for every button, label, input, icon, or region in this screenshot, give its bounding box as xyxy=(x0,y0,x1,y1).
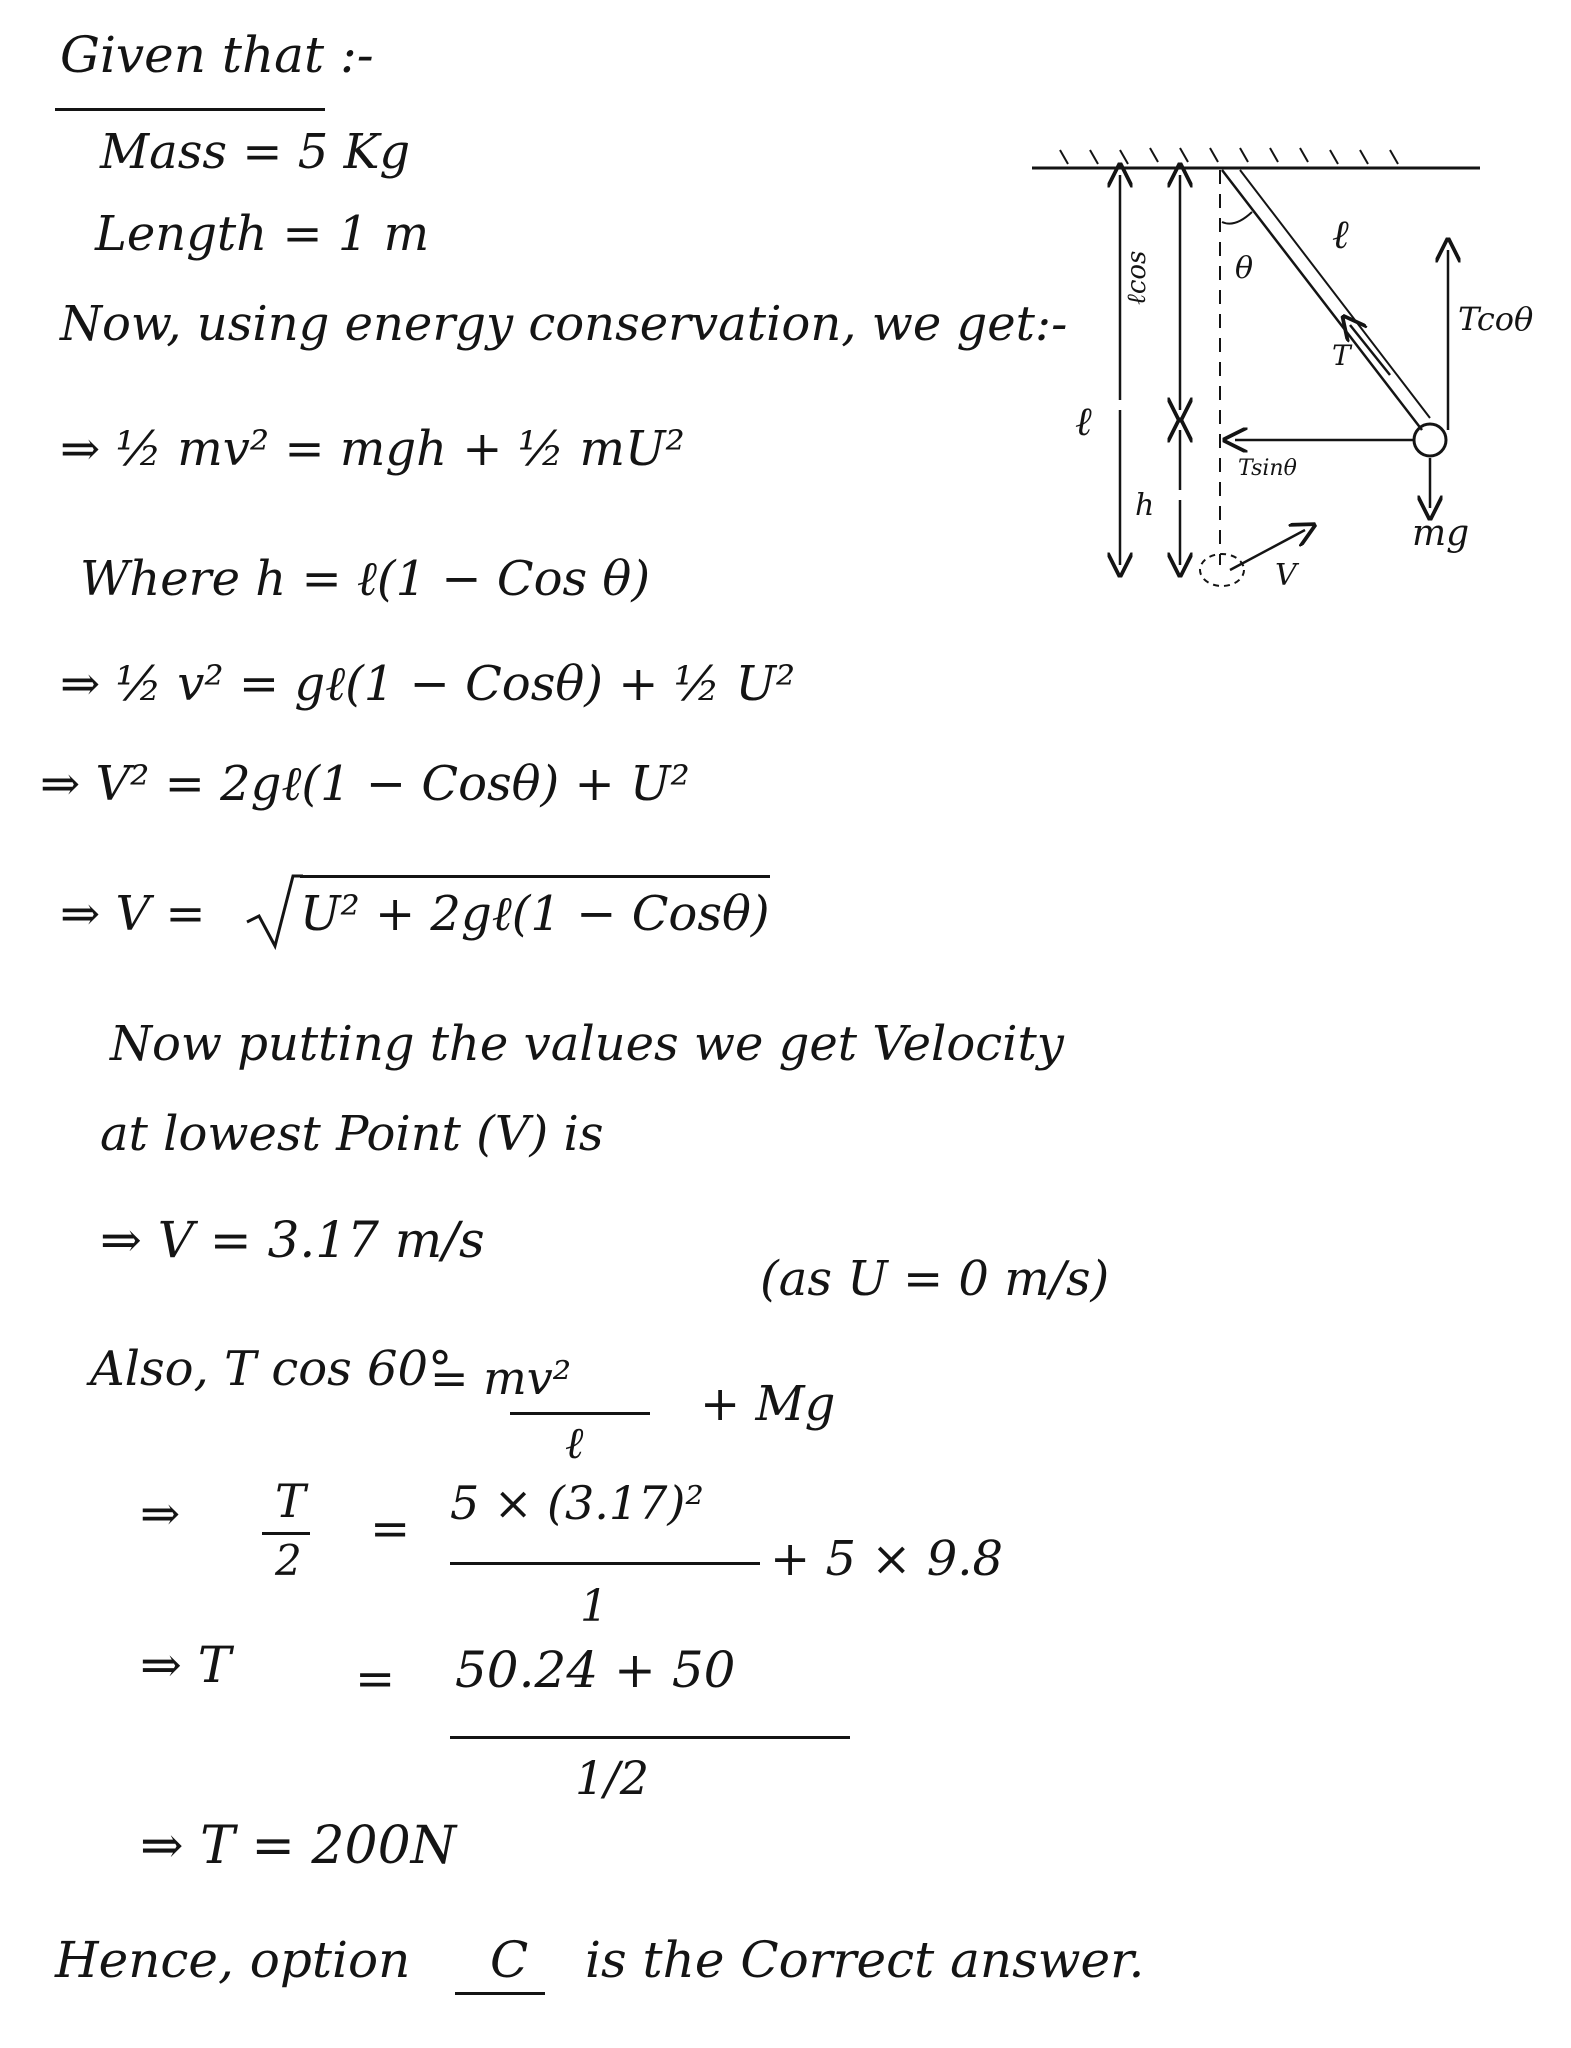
label-v: V xyxy=(1275,558,1297,593)
pendulum-string xyxy=(1222,170,1422,430)
tension-arrow xyxy=(1350,325,1390,375)
radical-sign xyxy=(245,870,305,950)
tension-t2-equals: = xyxy=(355,1651,396,1707)
pendulum-diagram xyxy=(1030,130,1560,600)
label-t: T xyxy=(1332,339,1351,372)
tension-t1-rhs: + 5 × 9.8 xyxy=(770,1531,1004,1587)
label-l-string: ℓ xyxy=(1332,212,1349,258)
tension-t2-numerator: 50.24 + 50 xyxy=(455,1641,736,1699)
equation-half-v2: ⇒ ½ v² = gℓ(1 − Cosθ) + ½ U² xyxy=(60,656,796,712)
tension-t2-lhs: ⇒ T xyxy=(140,1636,232,1694)
label-t-cos: Tcoθ xyxy=(1458,300,1534,338)
conclusion-suffix: is the Correct answer. xyxy=(585,1931,1145,1989)
values-intro-line2: at lowest Point (V) is xyxy=(100,1106,604,1162)
tension-t1-arrow: ⇒ xyxy=(140,1486,181,1542)
conclusion-option: C xyxy=(490,1931,529,1989)
tension-t2-denominator: 1/2 xyxy=(575,1751,650,1805)
tension-also-rhs: + Mg xyxy=(700,1376,836,1432)
radical-bar xyxy=(300,875,770,878)
tension-also-numerator: = mv² xyxy=(430,1351,572,1405)
tension-also-fraction-bar xyxy=(510,1412,650,1415)
tension-also-denominator: ℓ xyxy=(565,1418,584,1469)
theta-arc xyxy=(1222,212,1252,224)
velocity-note: (as U = 0 m/s) xyxy=(760,1251,1110,1307)
tension-t2-fraction-bar xyxy=(450,1736,850,1739)
tension-also-lhs: Also, T cos 60° xyxy=(90,1341,453,1397)
where-h: Where h = ℓ(1 − Cos θ) xyxy=(80,551,651,607)
tension-t1-denominator: 1 xyxy=(580,1581,608,1632)
ceiling-hatching xyxy=(1060,148,1398,164)
velocity-value: ⇒ V = 3.17 m/s xyxy=(100,1211,485,1269)
tension-result: ⇒ T = 200N xyxy=(140,1816,457,1876)
tension-t1-lhs-numerator: T xyxy=(275,1474,306,1528)
label-t-sin: Tsinθ xyxy=(1238,456,1297,481)
given-mass: Mass = 5 Kg xyxy=(100,124,411,180)
conclusion-option-underline xyxy=(455,1992,545,1995)
tension-t1-numerator: 5 × (3.17)² xyxy=(450,1476,704,1530)
label-l-cos: ℓcos xyxy=(1122,250,1152,305)
lowest-position-bob xyxy=(1200,554,1244,586)
equation-v-radicand: U² + 2gℓ(1 − Cosθ) xyxy=(300,886,770,942)
label-mg: mg xyxy=(1412,513,1470,554)
given-heading: Given that :- xyxy=(60,26,374,84)
equation-energy: ⇒ ½ mv² = mgh + ½ mU² xyxy=(60,421,685,477)
pendulum-bob xyxy=(1414,424,1446,456)
conclusion-prefix: Hence, option xyxy=(55,1931,411,1989)
equation-v-prefix: ⇒ V = xyxy=(60,886,206,942)
given-underline xyxy=(55,108,325,111)
tension-t1-fraction-bar xyxy=(450,1562,760,1565)
tension-t1-equals: = xyxy=(370,1501,411,1557)
pendulum-string-inner xyxy=(1240,170,1430,418)
energy-intro: Now, using energy conservation, we get:- xyxy=(60,296,1068,352)
given-length: Length = 1 m xyxy=(95,206,430,262)
label-l-left: ℓ xyxy=(1075,399,1092,445)
label-theta: θ xyxy=(1235,251,1254,286)
tension-t1-lhs-bar xyxy=(262,1532,310,1535)
values-intro-line1: Now putting the values we get Velocity xyxy=(110,1016,1064,1072)
tension-t1-lhs-denominator: 2 xyxy=(275,1536,302,1585)
equation-v2: ⇒ V² = 2gℓ(1 − Cosθ) + U² xyxy=(40,756,690,812)
label-h: h xyxy=(1135,488,1155,523)
